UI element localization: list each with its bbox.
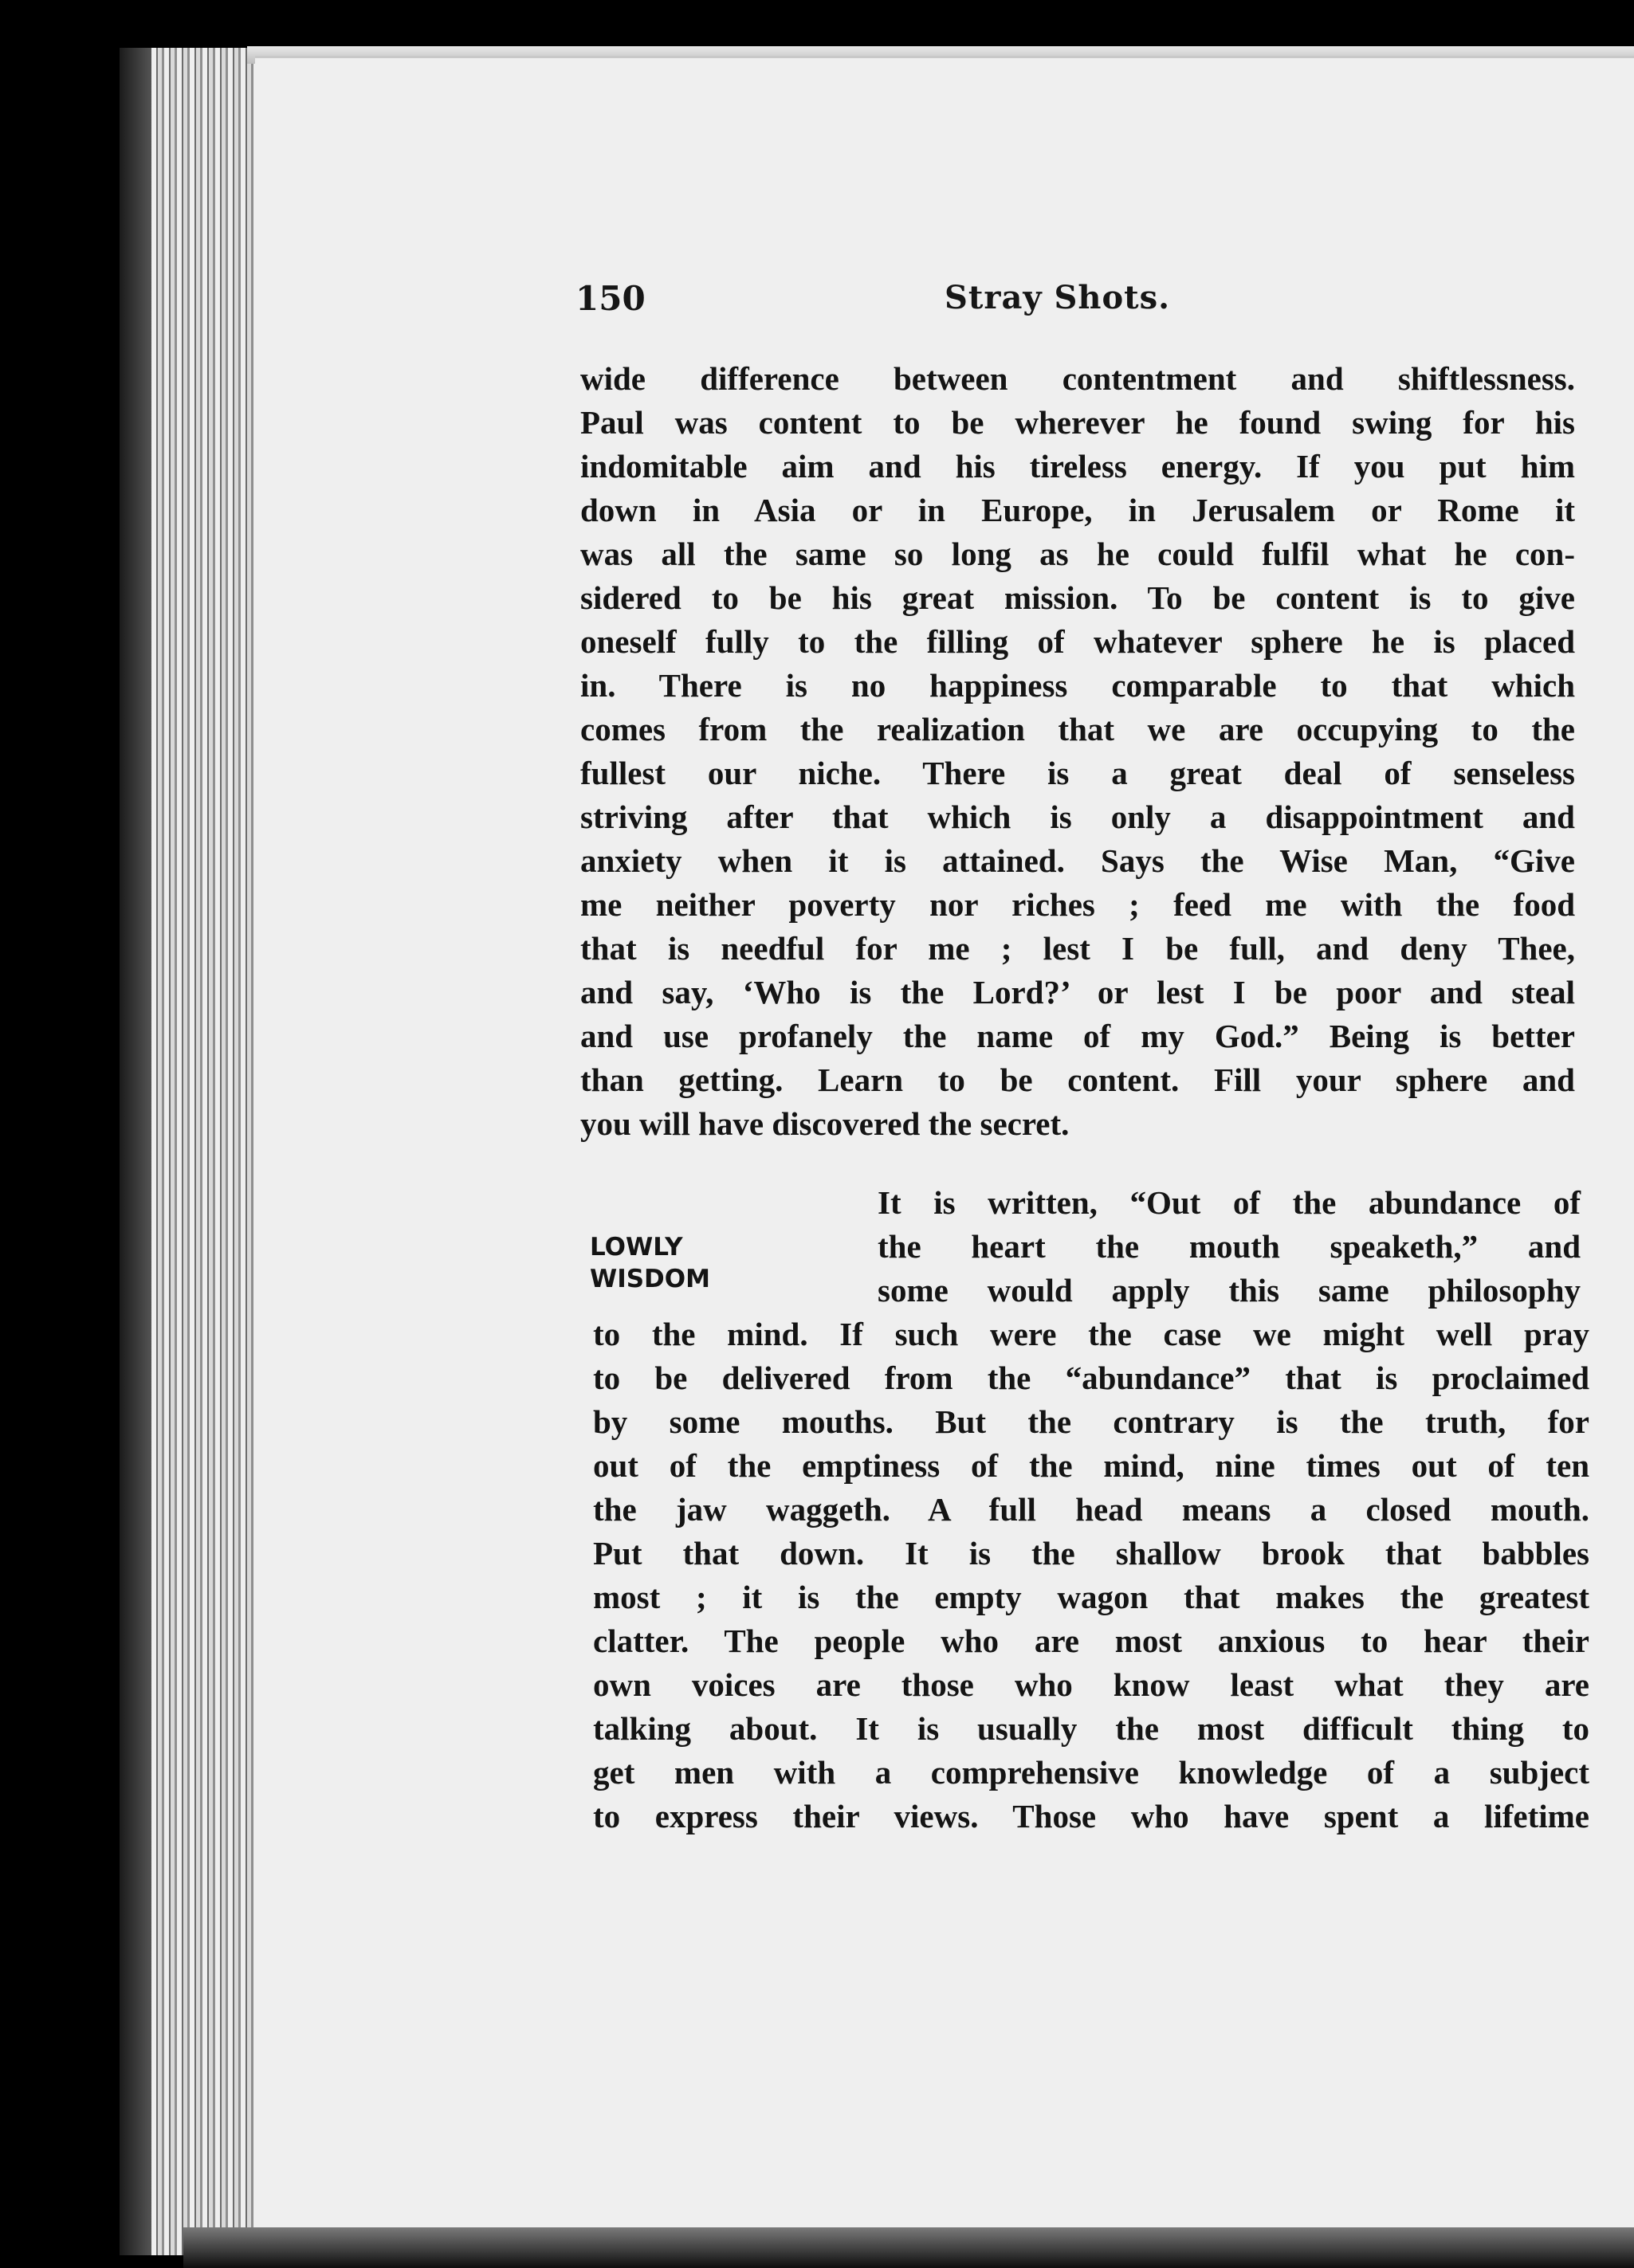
text-line: get men with a comprehensive knowledge of a subject xyxy=(593,1754,1589,1791)
text-line: clatter. The people who are most anxious to hear their xyxy=(593,1623,1589,1659)
text-line: the heart the mouth speaketh,” and xyxy=(878,1228,1581,1265)
text-line: that is needful for me ; lest I be full, and deny Thee, xyxy=(580,930,1575,967)
text-line: to the mind. If such were the case we might well pray xyxy=(593,1316,1589,1352)
text-line: striving after that which is only a disappointment and xyxy=(580,799,1575,835)
text-line: was all the same so long as he could fulfil what he con- xyxy=(580,536,1575,572)
text-line: indomitable aim and his tireless energy. If you put him xyxy=(580,448,1575,485)
page-number: 150 xyxy=(575,279,646,318)
text-line: to be delivered from the “abundance” that is proclaimed xyxy=(593,1360,1589,1396)
text-line: in. There is no happiness comparable to that which xyxy=(580,667,1575,704)
paragraph-wisdom xyxy=(593,1313,1589,1838)
text-line: to express their views. Those who have spent a lifetime xyxy=(593,1798,1589,1834)
text-line: talking about. It is usually the most difficult thing to xyxy=(593,1710,1589,1747)
text-line: out of the emptiness of the mind, nine times out of ten xyxy=(593,1447,1589,1484)
text-line: Paul was content to be wherever he found swing for his xyxy=(580,404,1575,441)
text-line: most ; it is the empty wagon that makes the greatest xyxy=(593,1579,1589,1615)
text-line: It is written, “Out of the abundance of xyxy=(878,1184,1581,1221)
sidenote-line: LOWLY xyxy=(590,1233,683,1262)
text-line: oneself fully to the filling of whatever sphere he is placed xyxy=(580,623,1575,660)
text-line: some would apply this same philosophy xyxy=(878,1272,1581,1309)
text-line: and say, ‘Who is the Lord?’ or lest I be poor and steal xyxy=(580,974,1575,1010)
text-line: anxiety when it is attained. Says the Wise Man, “Give xyxy=(580,842,1575,879)
paragraph-wisdom-opening xyxy=(878,1181,1581,1313)
text-line: sidered to be his great mission. To be content is to give xyxy=(580,579,1575,616)
text-line: own voices are those who know least what they are xyxy=(593,1666,1589,1703)
paragraph-contentment xyxy=(580,357,1575,1146)
binding-shadow xyxy=(120,48,151,2255)
text-line: comes from the realization that we are occupying to the xyxy=(580,711,1575,747)
text-line: me neither poverty nor riches ; feed me with the food xyxy=(580,886,1575,923)
text-line: Put that down. It is the shallow brook that babbles xyxy=(593,1535,1589,1572)
text-line: fullest our niche. There is a great deal of senseless xyxy=(580,755,1575,791)
margin-sidenote xyxy=(590,1231,710,1295)
text-line: down in Asia or in Europe, in Jerusalem or Rome it xyxy=(580,492,1575,528)
text-line: wide difference between contentment and shiftlessness. xyxy=(580,360,1575,397)
text-line: by some mouths. But the contrary is the truth, for xyxy=(593,1403,1589,1440)
text-line: the jaw waggeth. A full head means a closed mouth. xyxy=(593,1491,1589,1528)
text-line: than getting. Learn to be content. Fill your sphere and xyxy=(580,1061,1575,1098)
sidenote-line: WISDOM xyxy=(590,1265,710,1293)
text-line: and use profanely the name of my God.” Being is better xyxy=(580,1018,1575,1054)
page-bottom-shadow xyxy=(183,2227,1634,2268)
text-line: you will have discovered the secret. xyxy=(580,1105,1070,1142)
running-title: Stray Shots. xyxy=(945,279,1171,316)
